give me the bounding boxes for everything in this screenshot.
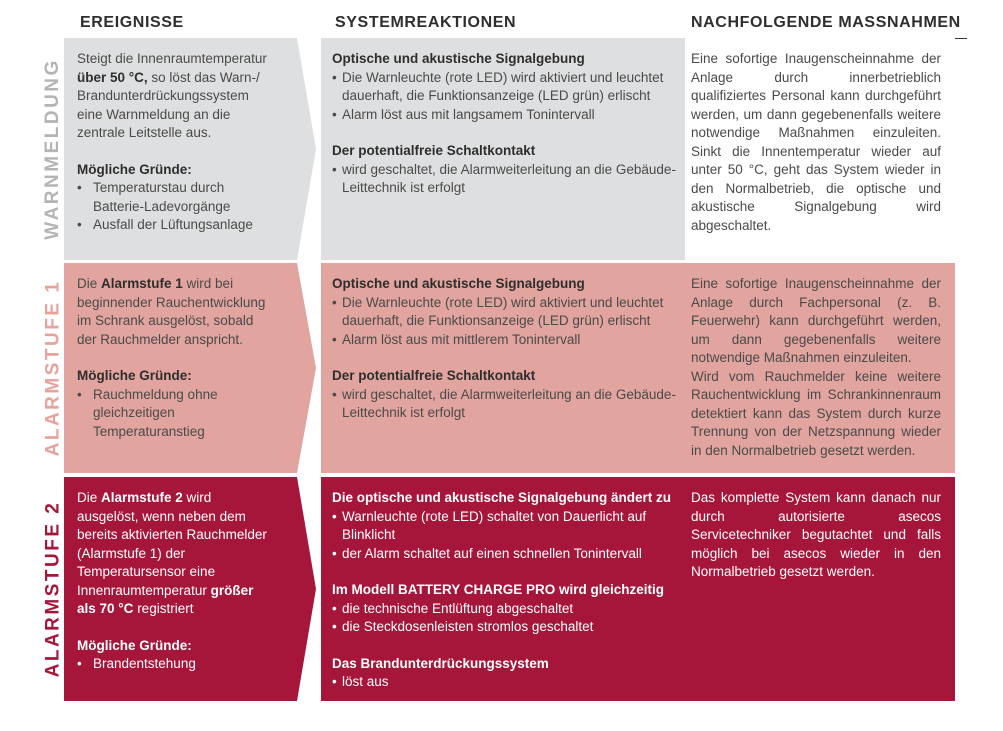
reaction-list bbox=[332, 161, 677, 198]
arrow-chevron bbox=[286, 477, 316, 701]
header-measures: NACHFOLGENDE MASSNAHMEN bbox=[691, 14, 961, 31]
list-item: • Temperaturstau durch Batterie-Ladevorgänge bbox=[77, 179, 274, 216]
arrow-chevron bbox=[286, 38, 316, 260]
arrow-chevron bbox=[286, 263, 316, 473]
reaction-list bbox=[332, 600, 677, 637]
list-item: • wird geschaltet, die Alarmweiterleitung an die Gebäude-Leittechnik ist erfolgt bbox=[332, 386, 677, 423]
list-item: • Ausfall der Lüftungsanlage bbox=[77, 216, 274, 235]
list-item: • die Steckdosenleisten stromlos geschaltet bbox=[332, 618, 677, 637]
reaction-title: Die optische und akustische Signalgebung ändert zu bbox=[332, 490, 672, 505]
list-item: • Brandentstehung bbox=[77, 655, 274, 674]
row-alarmstufe-1 bbox=[0, 263, 1003, 473]
measures-cell bbox=[685, 263, 955, 473]
reaction-list bbox=[332, 673, 677, 692]
reasons-title: Mögliche Gründe: bbox=[77, 161, 192, 177]
row-alarmstufe-2 bbox=[0, 477, 1003, 701]
list-item: • Warnleuchte (rote LED) schaltet von Dauerlicht auf Blinklicht bbox=[332, 508, 677, 545]
list-item: • Alarm löst aus mit mittlerem Tonintervall bbox=[332, 331, 677, 350]
header-events: EREIGNISSE bbox=[80, 14, 184, 31]
list-item: • wird geschaltet, die Alarmweiterleitung an die Gebäude-Leittechnik ist erfolgt bbox=[332, 161, 677, 198]
measures-cell bbox=[685, 38, 955, 260]
reaction-title: Optische und akustische Signalgebung bbox=[332, 276, 585, 291]
event-text: Die Alarmstufe 2 wird ausgelöst, wenn neben dem bereits aktivierten Rauchmelder (Alarmstufe 1) der Temperatursensor eine Innenraumtemperatur größer als 70 °C registriert bbox=[77, 490, 267, 616]
row-label: WARNMELDUNG bbox=[42, 58, 64, 240]
measures-text: Das komplette System kann danach nur durch autorisierte asecos Servicetechniker begutachtet und falls möglich bei asecos wieder in den Normalbetrieb gesetzt werden. bbox=[691, 490, 941, 579]
measures-text: Eine sofortige Inaugenscheinnahme der Anlage durch innerbetrieblich qualifiziertes Personal kann durchgeführt werden, um dann gegebenenfalls weitere notwendige Maßnahmen einzuleiten. Sinkt die Innentemperatur wieder auf unter 50 °C, geht das System wieder in den Normalbetrieb, die optische und akustische Signalgebung wird abgeschaltet. bbox=[691, 51, 941, 233]
reactions-cell bbox=[321, 477, 685, 701]
row-warnmeldung bbox=[0, 38, 1003, 260]
row-label: ALARMSTUFE 1 bbox=[42, 279, 64, 457]
measures-text-2: Wird vom Rauchmelder keine weitere Rauchentwicklung im Schrankinnenraum detektiert kann das System durch kurze Trennung von der Netzspannung wieder in den Normalbetrieb gesetzt werden. bbox=[691, 368, 941, 458]
reaction-list bbox=[332, 508, 677, 564]
header-reactions: SYSTEMREAKTIONEN bbox=[335, 14, 517, 31]
event-cell bbox=[64, 477, 286, 701]
list-item: • Rauchmeldung ohne gleichzeitigen Temperaturanstieg bbox=[77, 386, 274, 442]
reaction-title: Im Modell BATTERY CHARGE PRO wird gleichzeitig bbox=[332, 582, 665, 597]
measures-text: Eine sofortige Inaugenscheinnahme der Anlage durch Fachpersonal (z. B. Feuerwehr) kann durchgeführt werden, um dann gegebenenfalls weitere notwendige Maßnahmen einzuleiten. bbox=[691, 276, 941, 365]
reaction-title: Der potentialfreie Schaltkontakt bbox=[332, 143, 536, 158]
list-item: • Die Warnleuchte (rote LED) wird aktiviert und leuchtet dauerhaft, die Funktionsanzeige (LED grün) erlischt bbox=[332, 69, 677, 106]
reasons-title: Mögliche Gründe: bbox=[77, 368, 192, 383]
reaction-title: Optische und akustische Signalgebung bbox=[332, 51, 585, 66]
reasons-list bbox=[77, 179, 274, 235]
list-item: • Alarm löst aus mit langsamem Tonintervall bbox=[332, 106, 677, 125]
measures-cell bbox=[685, 477, 955, 701]
reaction-title: Der potentialfreie Schaltkontakt bbox=[332, 368, 536, 383]
reaction-list bbox=[332, 69, 677, 125]
list-item: • Die Warnleuchte (rote LED) wird aktiviert und leuchtet dauerhaft, die Funktionsanzeige (LED grün) erlischt bbox=[332, 294, 677, 331]
reactions-cell bbox=[321, 263, 685, 473]
reaction-list bbox=[332, 386, 677, 423]
event-text: Steigt die Innenraumtemperatur über 50 °C, so löst das Warn-/ Brandunterdrückungssystem eine Warnmeldung an die zentrale Leitstelle aus. bbox=[77, 51, 267, 140]
event-text: Die Alarmstufe 1 wird bei beginnender Rauchentwicklung im Schrank ausgelöst, sobald der Rauchmelder anspricht. bbox=[77, 276, 266, 347]
event-cell bbox=[64, 263, 286, 473]
list-item: • die technische Entlüftung abgeschaltet bbox=[332, 600, 677, 619]
reasons-list bbox=[77, 386, 274, 442]
row-label: ALARMSTUFE 2 bbox=[42, 500, 64, 678]
list-item: • löst aus bbox=[332, 673, 677, 692]
list-item: • der Alarm schaltet auf einen schnellen Tonintervall bbox=[332, 545, 677, 564]
event-cell bbox=[64, 38, 286, 260]
reaction-list bbox=[332, 294, 677, 350]
reaction-title: Das Brandunterdrückungssystem bbox=[332, 655, 549, 671]
reasons-title: Mögliche Gründe: bbox=[77, 637, 192, 653]
reasons-list bbox=[77, 655, 274, 674]
reactions-cell bbox=[321, 38, 685, 260]
